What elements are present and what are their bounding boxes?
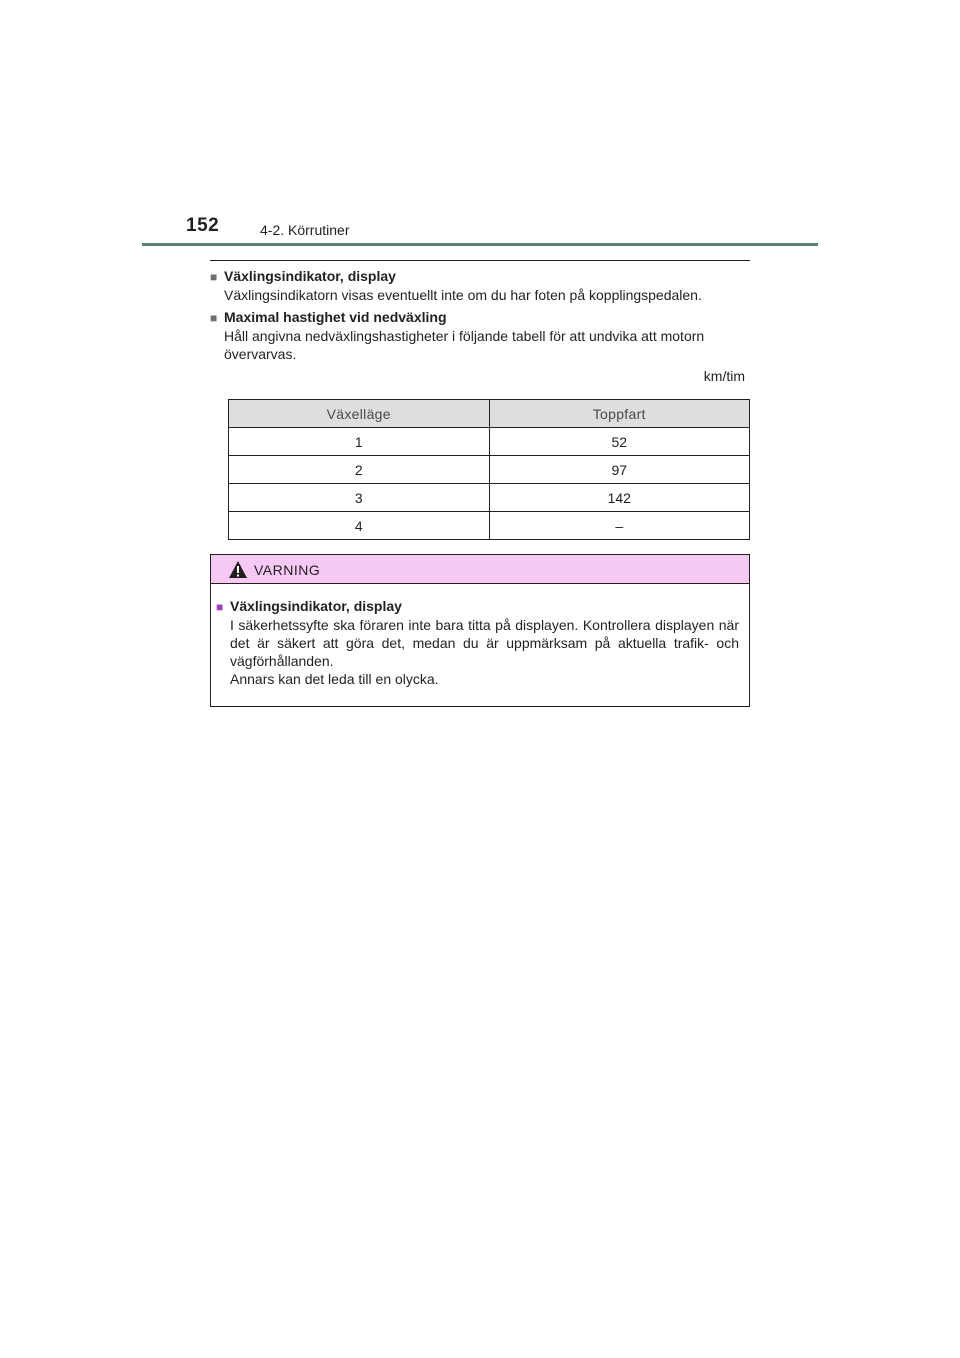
warning-title: VARNING [254,562,321,578]
table-cell-gear: 3 [229,484,490,512]
unit-label: km/tim [703,368,745,384]
table-cell-gear: 2 [229,456,490,484]
gear-speed-table [228,399,750,540]
column-header-gear: Växelläge [229,400,490,428]
warning-header [211,555,749,584]
table-row [229,428,750,456]
table-header-row [229,400,750,428]
warning-text: Annars kan det leda till en olycka. [230,671,439,687]
page-number: 152 [186,215,220,236]
square-bullet-icon: ■ [210,270,218,284]
table-cell-speed: 97 [489,456,750,484]
table-row [229,512,750,540]
content-rule [210,260,750,261]
item-body: Håll angivna nedväxlingshastigheter i följande tabell för att undvika att motorn övervarvas. [224,328,705,362]
table-cell-speed: 52 [489,428,750,456]
item-body: Växlingsindikatorn visas eventuellt inte om du har foten på kopplingspedalen. [224,287,702,303]
table-cell-gear: 1 [229,428,490,456]
column-header-top-speed: Toppfart [489,400,750,428]
item-heading: Maximal hastighet vid nedväxling [224,309,447,325]
table-cell-speed: 142 [489,484,750,512]
header-rule [142,243,818,246]
table-cell-gear: 4 [229,512,490,540]
warning-box [210,554,750,707]
content [210,267,750,385]
warning-heading: Växlingsindikator, display [230,598,402,614]
warning-triangle-icon [228,560,248,579]
warning-text: I säkerhetssyfte ska föraren inte bara titta på displayen. Kontrollera displayen när det är säkert att göra det, medan du är uppmärksam på aktuella trafik- och vägförhållanden. [230,617,739,669]
warning-body [211,584,749,688]
item-max-speed [210,308,750,363]
item-heading: Växlingsindikator, display [224,268,396,284]
table-row [229,484,750,512]
table-cell-speed: – [489,512,750,540]
item-gear-indicator [210,267,750,304]
square-bullet-icon: ■ [216,600,224,614]
section-title: 4-2. Körrutiner [260,222,350,238]
table-row [229,456,750,484]
square-bullet-icon: ■ [210,311,218,325]
